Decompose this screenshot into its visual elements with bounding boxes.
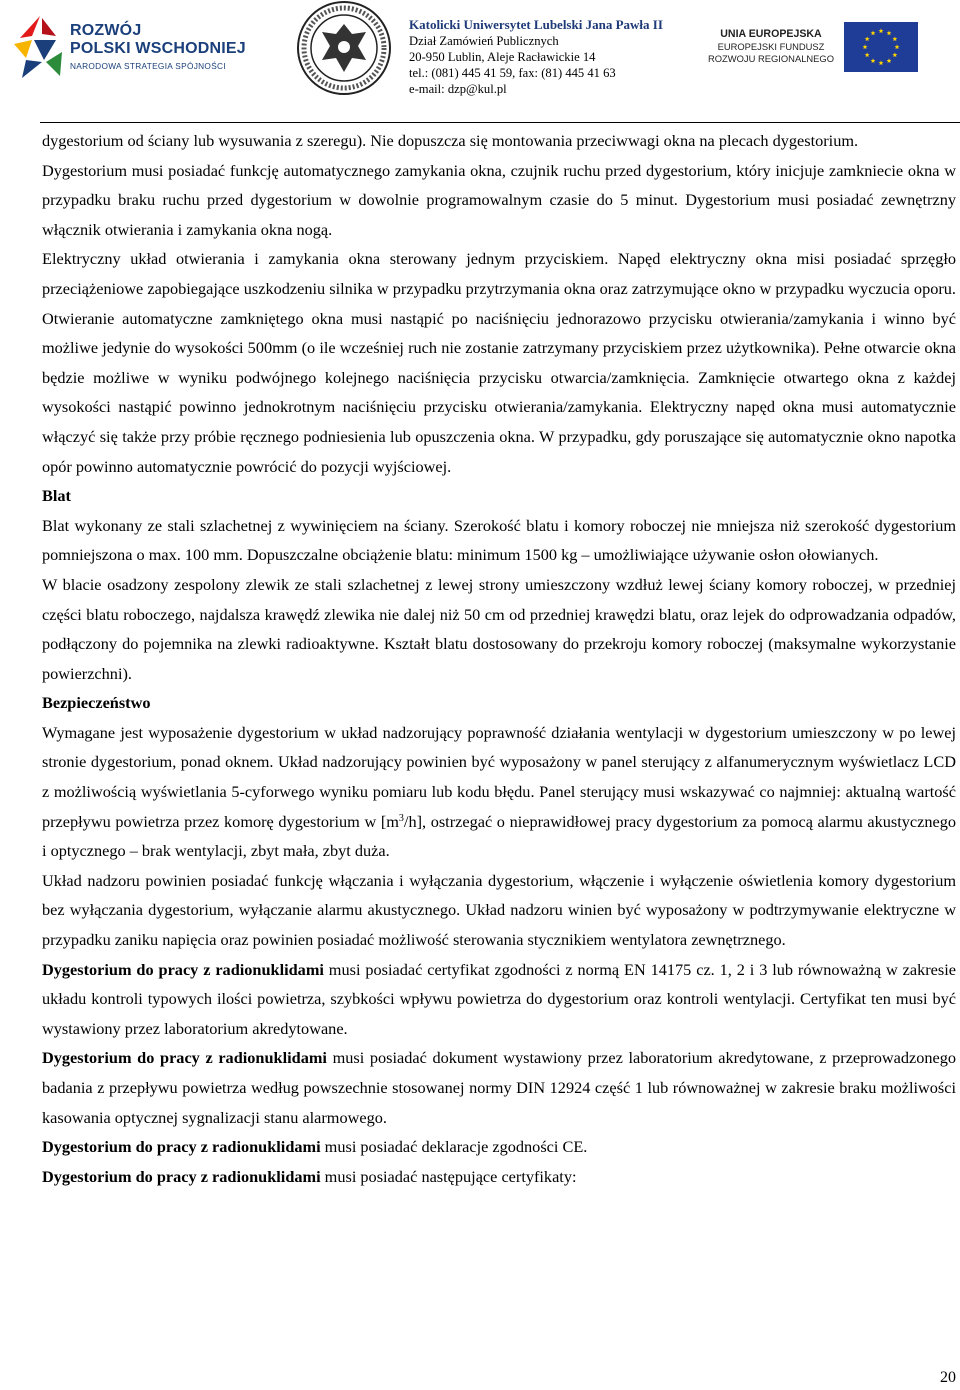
bold-term: Dygestorium do pracy z radionuklidami bbox=[42, 1166, 321, 1186]
kul-title: Katolicki Uniwersytet Lubelski Jana Pawła II bbox=[409, 17, 663, 32]
rpw-line-2: POLSKI WSCHODNIEJ bbox=[70, 40, 246, 57]
kul-phone: tel.: (081) 445 41 59, fax: (81) 445 41 63 bbox=[409, 66, 616, 80]
paragraph-electric-drive: Elektryczny układ otwierania i zamykania okna sterowany jednym przyciskiem. Napęd elektryczny okna misi posiadać sprzęgło przeciążeniowe zapobiegające uszkodzeniu silnika w przypadku przytrzymania okna oraz zatrzymujące okno w przypadku wyczucia oporu. Otwieranie automatyczne zamkniętego okna musi nastąpić po naciśnięciu jednorazowo przycisku otwierania/zamykania i winno być możliwe jedynie do wysokości 500mm (o ile wcześniej ruch nie zostanie zatrzymany przyciskiem przez użytkownika). Pełne otwarcie okna będzie możliwe w wyniku podwójnego kolejnego naciśnięcia przycisku otwarcia/zamknięcia. Zamknięcie otwartego okna z każdej wysokości nastąpić powinno jednokrotnym naciśnięciu przycisku otwierania/zamykania. Elektryczny napęd okna musi automatycznie włączyć się także przy próbie ręcznego podniesienia lub opuszczenia okna. W przypadku, gdy poruszające się automatycznie okno napotka opór powinno automatycznie powrócić do pozycji wyjściowej. bbox=[42, 249, 956, 476]
paragraph-certificate-en bbox=[42, 955, 956, 1044]
paragraph-counterweight: dygestorium od ściany lub wysuwania z szeregu). Nie dopuszcza się montowania przeciwwagi okna na plecach dygestorium. bbox=[42, 131, 859, 150]
monitoring-text-b: /h], ostrzegać o nieprawidłowej pracy dygestorium za pomocą alarmu akustycznego i optycznego – brak wentylacji, zbyt mała, zbyt duża. bbox=[42, 811, 957, 861]
document-body bbox=[42, 126, 956, 1191]
paragraph-control-system: Układ nadzoru powinien posiadać funkcję włączania i wyłączania dygestorium, włączenie i wyłączenie oświetlenia komory dygestorium bez wyłączania dygestorium, wyłączanie alarmu akustycznego. Układ nadzoru winien być wyposażony w podtrzymywanie elektryczne w przypadku zaniku napięcia oraz powinien posiadać możliwość sterowania stycznikiem wentylatora zewnętrznego. bbox=[42, 870, 956, 950]
paragraph-ce-declaration bbox=[42, 1132, 956, 1162]
rpw-line-3: NARODOWA STRATEGIA SPÓJNOŚCI bbox=[70, 61, 226, 71]
eu-line-3: ROZWOJU REGIONALNEGO bbox=[707, 52, 835, 64]
rpw-text-block bbox=[70, 22, 246, 71]
eu-flag-icon bbox=[844, 22, 918, 72]
kul-department: Dział Zamówień Publicznych bbox=[409, 34, 559, 48]
rozwoj-polski-wschodniej-logo bbox=[12, 14, 270, 80]
eu-logo bbox=[706, 22, 918, 80]
header-divider bbox=[40, 122, 960, 123]
bold-term: Dygestorium do pracy z radionuklidami bbox=[42, 1137, 321, 1157]
certificates-text: musi posiadać następujące certyfikaty: bbox=[320, 1166, 577, 1186]
document-header bbox=[0, 0, 960, 118]
din-document-text: musi posiadać dokument wystawiony przez laboratorium akredytowane, z przeprowadzonego badania z przepływu powietrza według powszechnie stosowanej normy DIN 12924 część 1 lub równoważnej w zakresie braku możliwości kasowania optycznej sygnalizacji stanu alarmowego. bbox=[42, 1048, 956, 1127]
paragraph-din-document bbox=[42, 1043, 956, 1132]
unit-superscript: 3 bbox=[398, 812, 404, 824]
eu-line-1: UNIA EUROPEJSKA bbox=[720, 28, 822, 40]
bold-term: Dygestorium do pracy z radionuklidami bbox=[42, 1048, 327, 1068]
kul-email: e-mail: dzp@kul.pl bbox=[409, 82, 507, 96]
kul-contact-block bbox=[409, 17, 663, 97]
certificate-en-text: musi posiadać certyfikat zgodności z normą EN 14175 cz. 1, 2 i 3 lub równoważną w zakresie układu kontroli typowych ilości powietrza, szybkości wpływu powietrza do dygestorium oraz kontroli wentylacji. Certyfikat ten musi być wystawiony przez laboratorium akredytowane. bbox=[42, 959, 956, 1038]
ce-declaration-text: musi posiadać deklaracje zgodności CE. bbox=[320, 1137, 588, 1157]
paragraph-blat: Blat wykonany ze stali szlachetnej z wywinięciem na ściany. Szerokość blatu i komory roboczej nie mniejsza niż szerokość dygestorium pomniejszona o max. 100 mm. Dopuszczalne obciążenie blatu: minimum 1500 kg – umożliwiające używanie osłon ołowianych. bbox=[42, 515, 956, 565]
paragraph-certificates bbox=[42, 1162, 956, 1192]
heading-bezpieczenstwo: Bezpieczeństwo bbox=[42, 693, 151, 713]
monitoring-text-a: Wymagane jest wyposażenie dygestorium w układ nadzorujący poprawność działania wentylacji w dygestorium umieszczony w po lewej stronie dygestorium, ponad oknem. Układ nadzorujący powinien być wyposażony w panel sterujący z alfanumerycznym wyświetlacz LCD z możliwością wyświetlania 5-cyforwego wyniku pomiaru lub kodu błędu. Panel sterujący musi wskazywać co najmniej: aktualną wartość przepływu powietrza przez komorę dygestorium w [m bbox=[42, 722, 956, 831]
rpw-line-1: ROZWÓJ bbox=[70, 22, 142, 39]
bold-term: Dygestorium do pracy z radionuklidami bbox=[42, 959, 324, 979]
eu-text-block bbox=[706, 28, 836, 64]
paragraph-auto-close: Dygestorium musi posiadać funkcję automatycznego zamykania okna, czujnik ruchu przed dygestorium, który inicjuje zamkniecie okna w przypadku braku ruchu przed dygestorium w dowolnie programowalnym czasie do 5 minut. Dygestorium musi posiadać zewnętrzny włącznik otwierania i zamykania okna nogą. bbox=[42, 160, 956, 239]
heading-blat: Blat bbox=[42, 486, 71, 506]
eu-line-2: EUROPEJSKI FUNDUSZ bbox=[717, 41, 825, 52]
rpw-star-icon bbox=[12, 14, 66, 80]
paragraph-monitoring bbox=[42, 718, 956, 866]
page-number: 20 bbox=[940, 1369, 956, 1386]
kul-university-seal-icon bbox=[296, 0, 392, 96]
kul-address: 20-950 Lublin, Aleje Racławickie 14 bbox=[409, 50, 596, 64]
paragraph-sink: W blacie osadzony zespolony zlewik ze stali szlachetnej z lewej strony umieszczony wzdłuż lewej ściany komory roboczej, w przedniej części blatu roboczego, najdalsza krawędź zlewika nie dalej niż 50 cm od przedniej krawędzi blatu, oraz lejek do odprowadzania odpadów, podłączony do pojemnika na zlewki radioaktywne. Kształt blatu dostosowany do przekroju komory roboczej (maksymalne wykorzystanie powierzchni). bbox=[42, 574, 956, 683]
